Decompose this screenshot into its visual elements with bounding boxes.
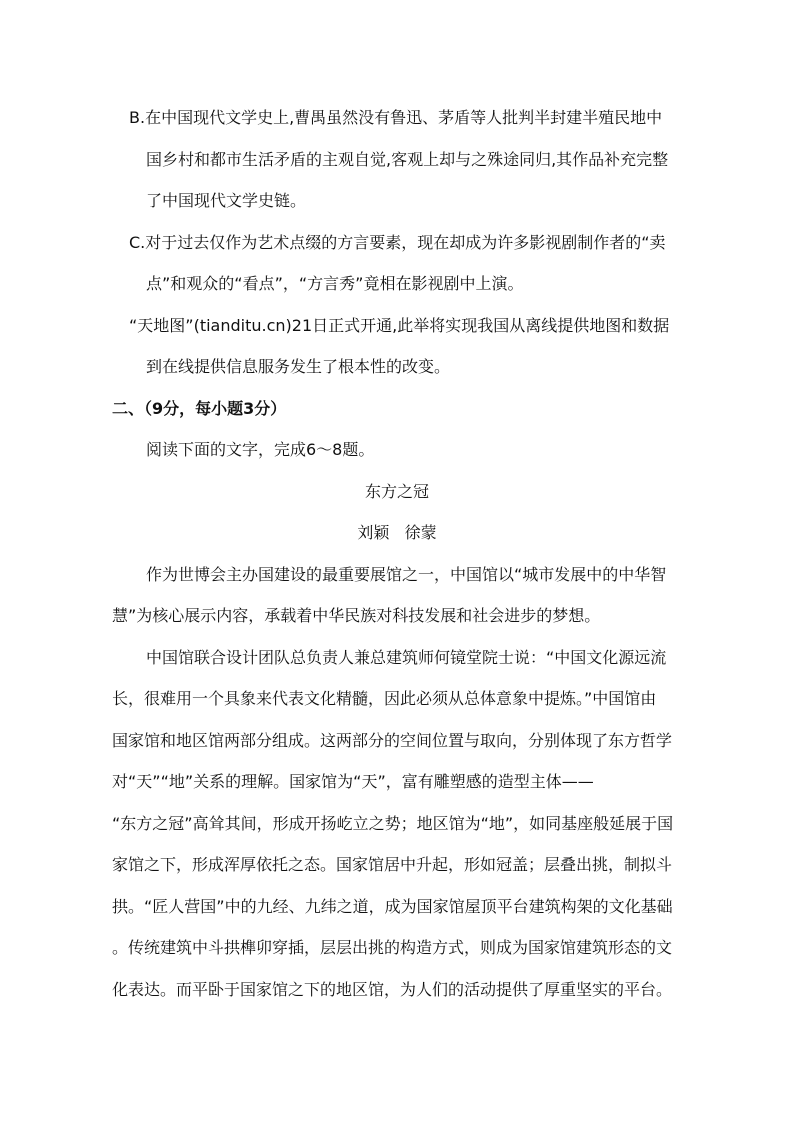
paragraph-2-line: 拱。“匠人营国”中的九经、九纬之道，成为国家馆屋顶平台建筑构架的文化基础 [112,897,673,916]
option-c-line-1: C.对于过去仅作为艺术点缀的方言要素，现在却成为许多影视剧制作者的“卖 [129,233,666,252]
paragraph-2-line: 中国馆联合设计团队总负责人兼总建筑师何镜堂院士说：“中国文化源远流 [146,648,667,667]
article-title: 东方之冠 [364,482,429,501]
option-c-line-2: 点”和观众的“看点”，“方言秀”竟相在影视剧中上演。 [146,274,524,293]
section-heading: 二、（9分，每小题3分） [112,399,287,418]
paragraph-2-line: 长，很难用一个具象来代表文化精髓，因此必须从总体意象中提炼。”中国馆由 [112,689,657,708]
option-d-line-2: 到在线提供信息服务发生了根本性的改变。 [146,357,451,376]
option-b-line-2: 国乡村和都市生活矛盾的主观自觉,客观上却与之殊途同归,其作品补充完整 [146,150,669,169]
paragraph-1-line: 作为世博会主办国建设的最重要展馆之一，中国馆以“城市发展中的中华智 [146,565,667,584]
paragraph-2-line: 国家馆和地区馆两部分组成。这两部分的空间位置与取向，分别体现了东方哲学 [112,731,673,750]
paragraph-2-line: 家馆之下，形成浑厚依托之态。国家馆居中升起，形如冠盖；层叠出挑，制拟斗 [112,855,673,874]
article-authors: 刘颖 徐蒙 [357,523,437,542]
paragraph-2-line: 对“天”“地”关系的理解。国家馆为“天”，富有雕塑感的造型主体—— [112,772,594,791]
section-instruction: 阅读下面的文字，完成6～8题。 [146,440,375,459]
paragraph-2-line: 化表达。而平卧于国家馆之下的地区馆，为人们的活动提供了厚重坚实的平台。 [112,980,673,999]
option-b-line-1: B.在中国现代文学史上,曹禺虽然没有鲁迅、茅盾等人批判半封建半殖民地中 [129,108,663,127]
paragraph-2-line: 。传统建筑中斗拱榫卯穿插，层层出挑的构造方式，则成为国家馆建筑形态的文 [112,938,673,957]
option-b-line-3: 了中国现代文学史链。 [146,191,307,210]
option-d-line-1: “天地图”(tianditu.cn)21日正式开通,此举将实现我国从离线提供地图和数据 [129,316,670,335]
paragraph-2-line: “东方之冠”高耸其间，形成开扬屹立之势；地区馆为“地”，如同基座般延展于国 [112,814,674,833]
paragraph-1-line: 慧”为核心展示内容，承载着中华民族对科技发展和社会进步的梦想。 [112,606,601,625]
